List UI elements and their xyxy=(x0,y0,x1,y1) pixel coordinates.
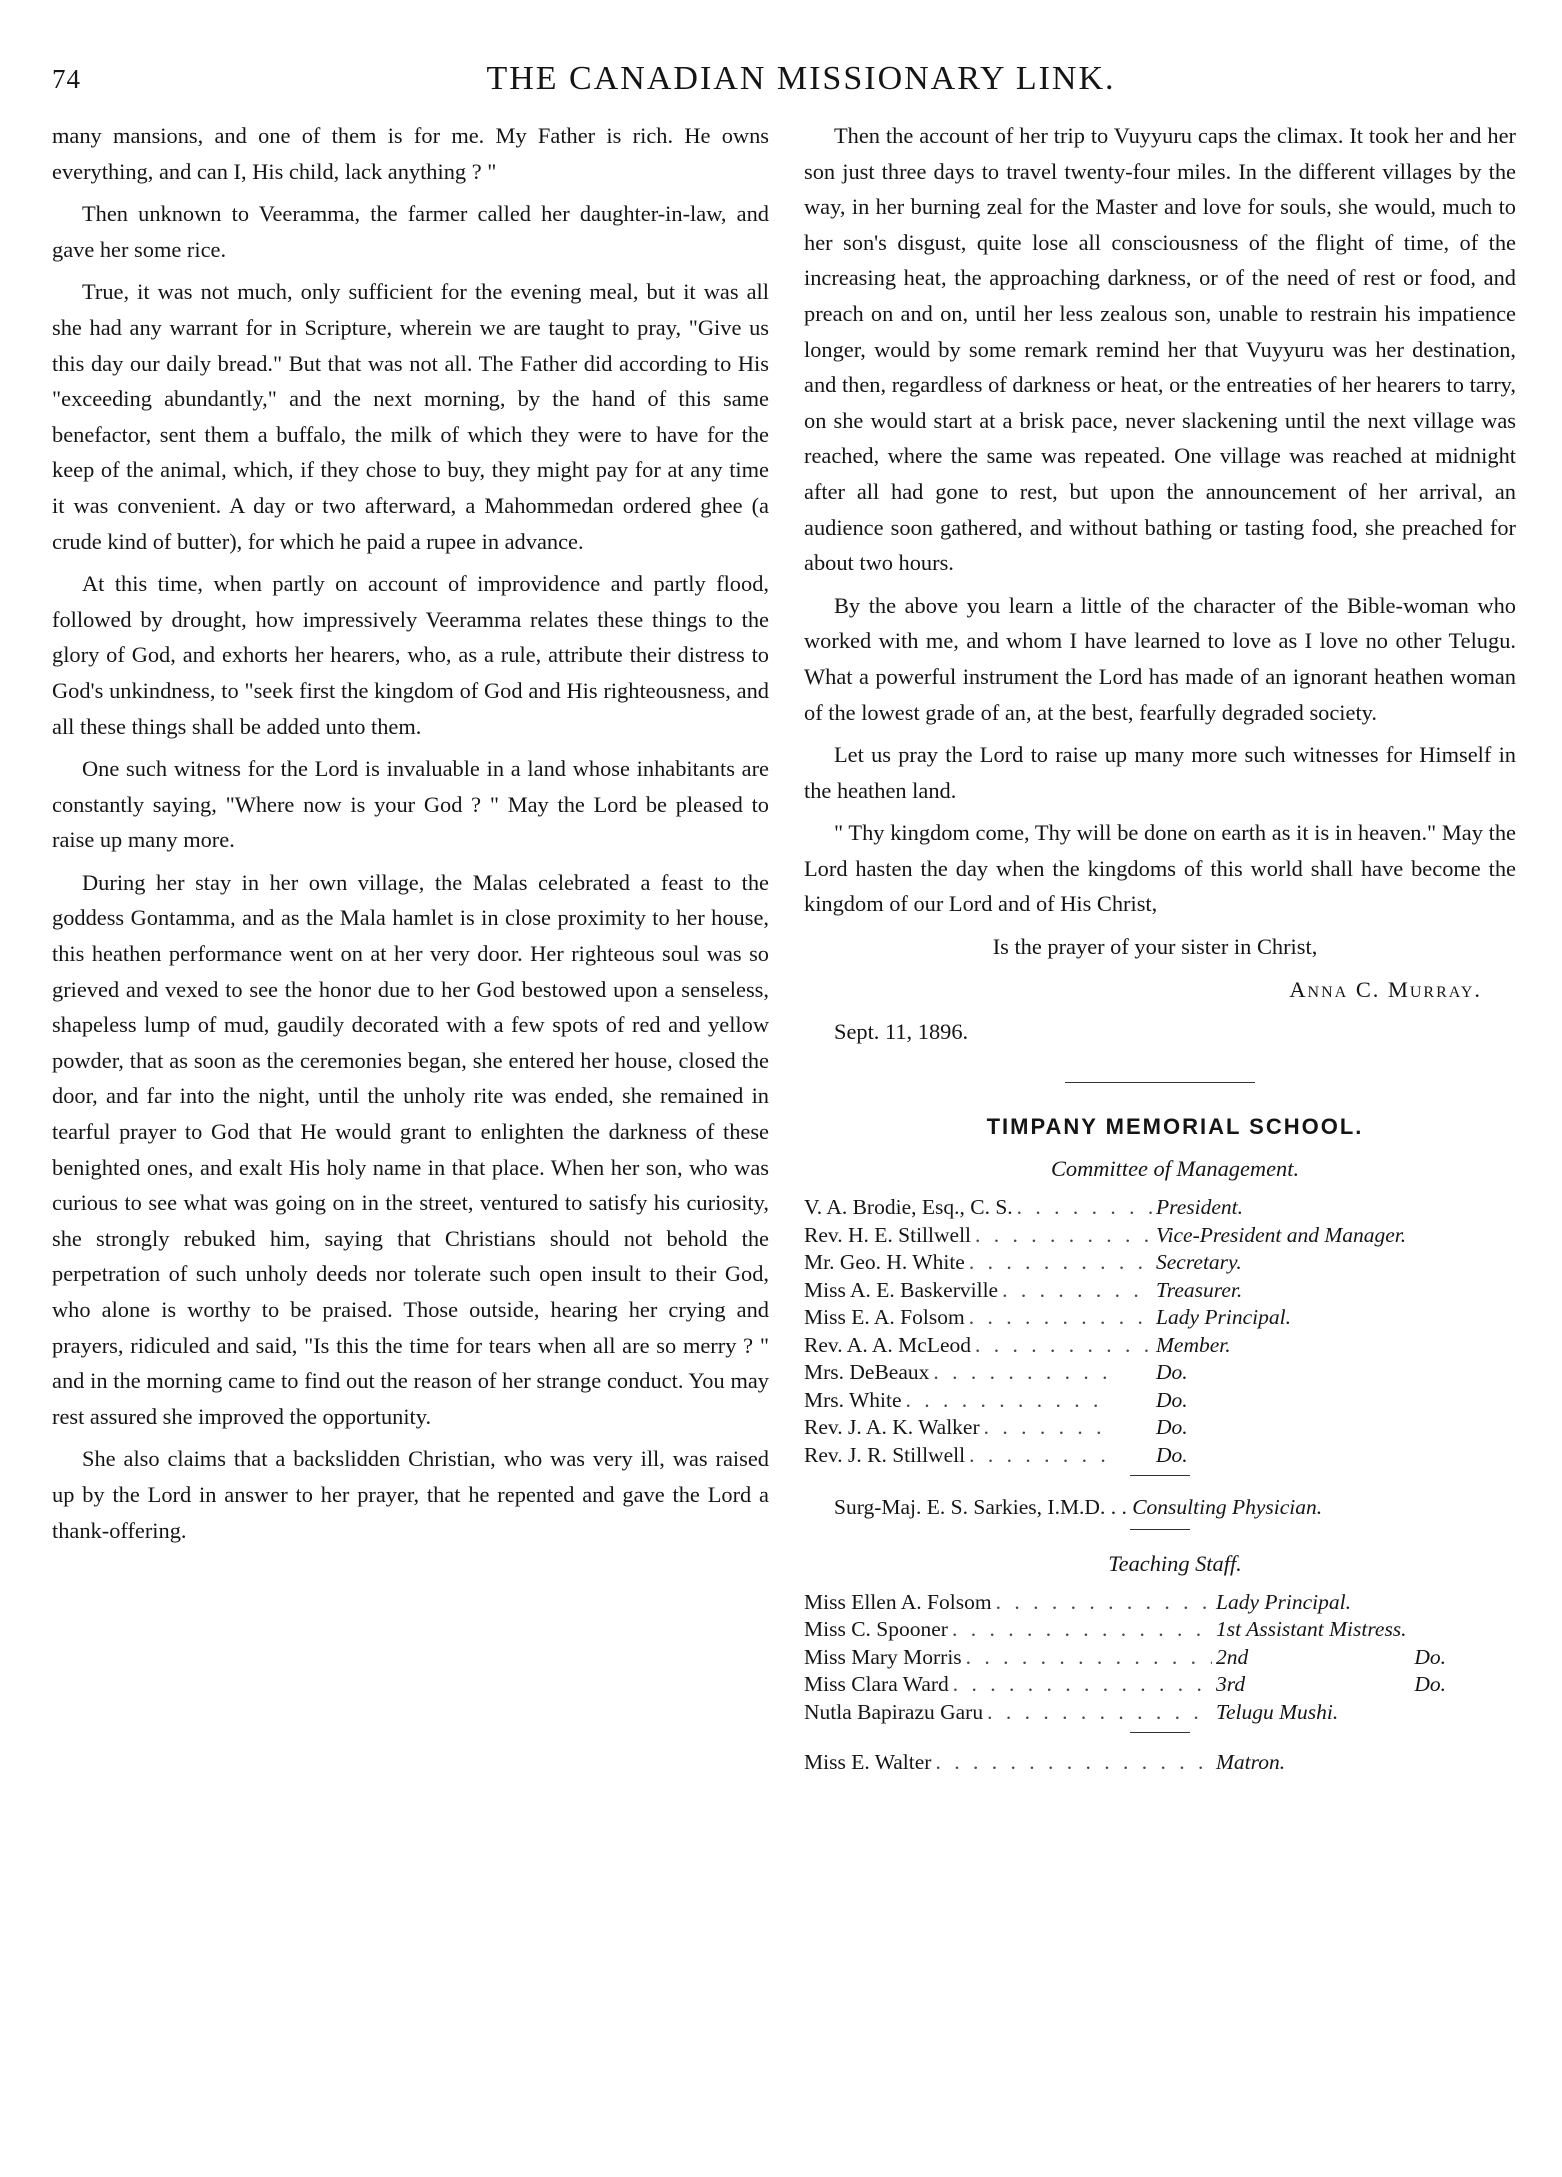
paragraph: She also claims that a backslidden Christian, who was very ill, was raised up by the Lord in answer to her prayer, that he repented and gave the Lord a thank-offering. xyxy=(52,1446,769,1543)
staff-role: 1st Assistant Mistress. xyxy=(1216,1617,1407,1642)
matron-list xyxy=(804,1749,1516,1777)
member-role: Do. xyxy=(1156,1387,1188,1412)
member-role: Do. xyxy=(1156,1442,1188,1467)
member-role: Treasurer. xyxy=(1156,1277,1243,1302)
member-role: Secretary. xyxy=(1156,1250,1242,1275)
staff-entry xyxy=(804,1589,1516,1617)
staff-role: Lady Principal. xyxy=(1216,1589,1351,1614)
staff-name: Miss C. Spooner xyxy=(804,1617,948,1642)
staff-role: Telugu Mushi. xyxy=(1216,1699,1339,1724)
paragraph: Then unknown to Veeramma, the farmer called her daughter-in-law, and gave her some rice. xyxy=(52,201,769,262)
committee-entry xyxy=(804,1387,1516,1415)
staff-name: Miss E. Walter xyxy=(804,1750,932,1775)
paragraph: By the above you learn a little of the character of the Bible-woman who worked with me, and whom I have learned to love as I love no other Telugu. What a powerful instrument the Lord has made of an ignorant heathen woman of the lowest grade of an, at the best, fearfully degraded society. xyxy=(804,592,1516,725)
member-name: Mrs. DeBeaux xyxy=(804,1360,930,1385)
staff-list xyxy=(804,1589,1516,1727)
staff-entry xyxy=(804,1749,1516,1777)
consulting-physician: Surg-Maj. E. S. Sarkies, I.M.D. . . Consulting Physician. xyxy=(834,1495,1323,1520)
member-role: Lady Principal. xyxy=(1156,1305,1291,1330)
right-column xyxy=(804,118,1516,1777)
staff-name: Miss Ellen A. Folsom xyxy=(804,1589,992,1614)
list-divider xyxy=(1130,1529,1190,1530)
staff-entry xyxy=(804,1671,1516,1699)
committee-entry xyxy=(804,1249,1516,1277)
member-role: Do. xyxy=(1156,1360,1188,1385)
committee-heading: Committee of Management. xyxy=(1050,1156,1300,1182)
member-name: Rev. J. A. K. Walker xyxy=(804,1415,980,1440)
member-name: Mr. Geo. H. White xyxy=(804,1250,965,1275)
staff-role: 3rd Do. xyxy=(1216,1672,1446,1697)
physician-role: Consulting Physician. xyxy=(1132,1495,1323,1520)
physician-name: Surg-Maj. E. S. Sarkies, I.M.D xyxy=(834,1495,1100,1520)
member-name: Mrs. White xyxy=(804,1387,902,1412)
section-divider xyxy=(1065,1082,1255,1083)
committee-entry xyxy=(804,1304,1516,1332)
committee-list xyxy=(804,1194,1516,1469)
member-name: Rev. J. R. Stillwell xyxy=(804,1442,966,1467)
staff-entry xyxy=(804,1699,1516,1727)
staff-name: Miss Clara Ward xyxy=(804,1672,949,1697)
member-name: Rev. A. A. McLeod xyxy=(804,1332,972,1357)
committee-entry xyxy=(804,1442,1516,1470)
signature: Anna C. Murray. xyxy=(1289,976,1482,1002)
dateline: Sept. 11, 1896. xyxy=(834,1019,969,1045)
staff-entry xyxy=(804,1644,1516,1672)
list-divider xyxy=(1130,1475,1190,1476)
staff-name: Nutla Bapirazu Garu xyxy=(804,1699,984,1724)
paragraph: Then the account of her trip to Vuyyuru caps the climax. It took her and her son just three days to travel twenty-four miles. In the different villages by the way, in her burning zeal for the Master and love for souls, she would, much to her son's disgust, quite lose all consciousness of the flight of time, of the increasing heat, the approaching darkness, or of the need of rest or food, and preach on and on, until her less zealous son, unable to restrain his impatience longer, would by some remark remind her that Vuyyuru was her destination, and then, regardless of darkness or heat, or the entreaties of her hearers to tarry, on she would start at a brisk pace, never slackening until the next village was reached, where the same was repeated. One village was reached at midnight after all had gone to rest, but upon the announcement of her arrival, an audience soon gathered, and without bathing or tasting food, she preached for about two hours. xyxy=(804,123,1516,576)
member-role: President. xyxy=(1156,1195,1243,1220)
paragraph: During her stay in her own village, the Malas celebrated a feast to the goddess Gontamma, and as the Mala hamlet is in close proximity to her house, this heathen performance went on at her very door. Her righteous soul was so grieved and vexed to see the honor due to her God bestowed upon a senseless, shapeless lump of mud, gaudily decorated with a few spots of red and yellow powder, that as soon as the ceremonies began, she entered her house, closed the door, and far into the night, until the unholy rite was ended, she remained in tearful prayer to God that He would grant to enlighten the darkness of these benighted ones, and exalt His holy name in that place. When her son, who was curious to see what was going on in the street, ventured to satisfy his curiosity, she strongly rebuked him, saying that Christians should not behold the perpetration of such unholy deeds nor tolerate such open insult to their God, who alone is worthy to be praised. Those outside, hearing her crying and prayers, ridiculed and said, "Is this the time for tears when all are so merry ? " and in the morning came to find out the reason of her strange conduct. You may rest assured she improved the opportunity. xyxy=(52,869,769,1429)
staff-heading: Teaching Staff. xyxy=(1108,1551,1242,1577)
list-divider xyxy=(1130,1732,1190,1733)
member-name: Miss E. A. Folsom xyxy=(804,1305,965,1330)
paragraph: One such witness for the Lord is invaluable in a land whose inhabitants are constantly saying, "Where now is your God ? " May the Lord be pleased to raise up many more. xyxy=(52,756,769,853)
masthead-title: THE CANADIAN MISSIONARY LINK. xyxy=(486,60,1116,97)
staff-role: 2nd Do. xyxy=(1216,1644,1446,1669)
staff-name: Miss Mary Morris xyxy=(804,1644,962,1669)
member-role: Member. xyxy=(1156,1332,1231,1357)
committee-entry xyxy=(804,1332,1516,1360)
paragraph: Let us pray the Lord to raise up many more such witnesses for Himself in the heathen land. xyxy=(804,742,1516,803)
school-title: TIMPANY MEMORIAL SCHOOL. xyxy=(986,1113,1364,1139)
member-name: Rev. H. E. Stillwell xyxy=(804,1222,972,1247)
committee-entry xyxy=(804,1414,1516,1442)
paragraph: " Thy kingdom come, Thy will be done on earth as it is in heaven." May the Lord hasten the day when the kingdoms of this world shall have become the kingdom of our Lord and of His Christ, xyxy=(804,820,1516,917)
member-name: V. A. Brodie, Esq., C. S. xyxy=(804,1195,1013,1220)
paragraph: True, it was not much, only sufficient for the evening meal, but it was all she had any warrant for in Scripture, wherein we are taught to pray, "Give us this day our daily bread." But that was not all. The Father did according to His "exceeding abundantly," and the next morning, by the hand of this same benefactor, sent them a buffalo, the milk of which they were to have for the keep of the animal, which, if they chose to buy, they might pay for at any time it was convenient. A day or two afterward, a Mahommedan ordered ghee (a crude kind of butter), for which he paid a rupee in advance. xyxy=(52,279,769,554)
member-name: Miss A. E. Baskerville xyxy=(804,1277,999,1302)
staff-role: Matron. xyxy=(1216,1750,1286,1775)
left-column xyxy=(52,118,769,1555)
paragraph: At this time, when partly on account of improvidence and partly flood, followed by drought, how impressively Veeramma relates these things to the glory of God, and exhorts her hearers, who, as a rule, attribute their distress to God's unkindness, to "seek first the kingdom of God and His righteousness, and all these things shall be added unto them. xyxy=(52,571,769,739)
staff-entry xyxy=(804,1616,1516,1644)
committee-entry xyxy=(804,1277,1516,1305)
page-number: 74 xyxy=(52,64,81,94)
committee-entry xyxy=(804,1359,1516,1387)
member-role: Do. xyxy=(1156,1415,1188,1440)
committee-entry xyxy=(804,1194,1516,1222)
closing-line: Is the prayer of your sister in Christ, xyxy=(992,934,1318,960)
member-role: Vice-President and Manager. xyxy=(1156,1222,1407,1247)
paragraph: many mansions, and one of them is for me. My Father is rich. He owns everything, and can I, His child, lack anything ? " xyxy=(52,123,769,184)
committee-entry xyxy=(804,1222,1516,1250)
